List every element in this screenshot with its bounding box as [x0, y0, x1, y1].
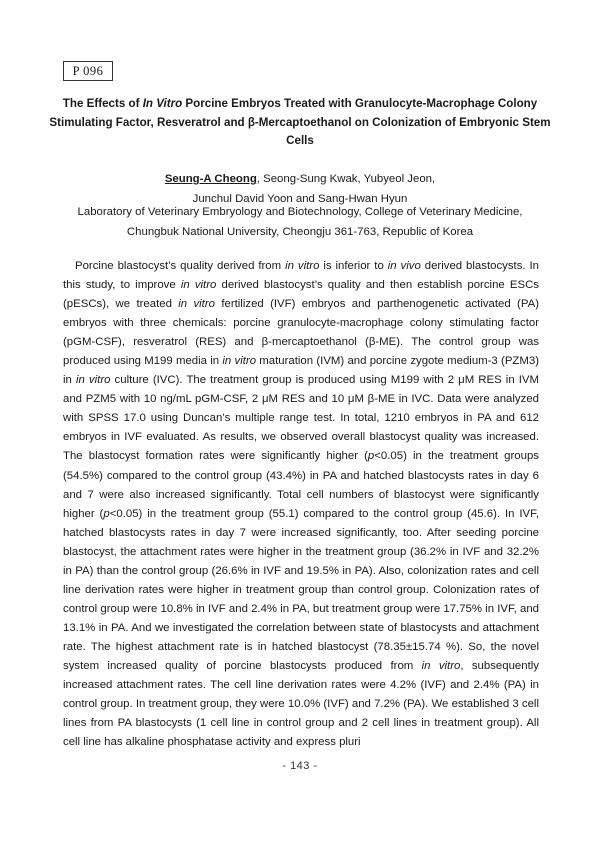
affiliation-line1: Laboratory of Veterinary Embryology and Biotechnology, College of Veterinary Medicine, — [77, 206, 523, 218]
abstract-italic-term: in vitro — [285, 260, 320, 272]
abstract-text: derived blastocysts. In this study, to improve — [63, 260, 539, 292]
title-part2: Porcine Embryos Treated with Granulocyte-Macrophage Colony Stimulating Factor, Resveratrol and β-Mercaptoethanol on Colonization of Embryonic Stem Cells — [49, 97, 551, 147]
abstract-text: is inferior to — [319, 260, 388, 272]
abstract-italic-term: p — [103, 507, 110, 520]
poster-id-box: P 096 — [63, 61, 113, 81]
abstract-italic-term: in vivo — [387, 260, 421, 272]
title-part1: The Effects of — [62, 97, 143, 110]
presenting-author: Seung-A Cheong — [164, 173, 257, 185]
paper-title — [40, 95, 560, 151]
affiliation — [40, 203, 560, 242]
abstract-italic-term: in vitro — [180, 279, 217, 292]
abstract-italic-term: in vitro — [178, 298, 215, 311]
page-number: - 143 - — [282, 760, 318, 772]
abstract-italic-term: in vitro — [421, 659, 461, 672]
abstract-text: maturation (IVM) and porcine zygote medium-3 (PZM3) in — [63, 355, 539, 387]
abstract-body — [63, 257, 539, 761]
authors-line2: Junchul David Yoon and Sang-Hwan Hyun — [192, 192, 408, 205]
title-italic: In Vitro — [142, 97, 183, 110]
abstract-text: culture (IVC). The treatment group is produced using M199 with 2 μM RES in IVM and PZM5 with 10 ng/mL pGM-CSF, 2 μM RES and 10 μM β-ME in IVC. Data were analyzed with SPSS 17.0 using Duncan’s multiple range test. In total, 1210 embryos in PA and 612 embryos in IVF evaluated. As results, we observed overall blastocyst quality was increased. The blastocyst formation rates were significantly higher ( — [63, 374, 539, 463]
abstract-text: Porcine blastocyst’s quality derived from — [75, 260, 286, 272]
abstract-italic-term: in vitro — [222, 355, 257, 368]
abstract-text: derived blastocyst’s quality and then establish porcine ESCs (pESCs), we treated — [63, 279, 539, 311]
abstract-text: <0.05) in the treatment groups (54.5%) compared to the control group (43.4%) in PA and hatched blastocysts rates in day 6 and 7 were also increased significantly. Total cell numbers of blastocyst were significantly higher ( — [63, 450, 539, 520]
abstract-italic-term: in vitro — [75, 374, 111, 387]
affiliation-line2: Chungbuk National University, Cheongju 361-763, Republic of Korea — [126, 225, 474, 238]
authors-line1-rest: , Seong-Sung Kwak, Yubyeol Jeon, — [256, 173, 436, 185]
abstract-italic-term: p — [367, 450, 375, 463]
abstract-text: fertilized (IVF) embryos and parthenogenetic activated (PA) embryos with three chemicals: porcine granulocyte-macrophage colony stimulating factor (pGM-CSF), resveratrol (RES) and β-mercaptoethanol (β-ME). The control group was produced using M199 media in — [63, 298, 539, 368]
abstract-text: <0.05) in the treatment group (55.1) compared to the control group (45.6). In IVF, hatched blastocysts rates in day 7 were increased significantly, too. After seeding porcine blastocyst, the attachment rates were higher in the treatment group (36.2% in IVF and 32.2% in PA) than the control group (26.6% in IVF and 19.5% in PA). Also, colonization rates and cell line derivation rates were higher in treatment group than control group. Colonization rates of control group were 10.8% in IVF and 2.4% in PA, but treatment group were 17.75% in IVF, and 13.1% in PA. And we investigated the correlation between state of blastocysts and attachment rate. The highest attachment rate is in hatched blastocyst (78.35±15.74 %). So, the novel system increased quality of porcine blastocysts produced from — [63, 507, 539, 672]
abstract-text: , subsequently increased attachment rates. The cell line derivation rates were 4.2% (IVF) and 2.4% (PA) in control group. In treatment group, they were 10.0% (IVF) and 7.2% (PA). We established 3 cell lines from PA blastocysts (1 cell line in control group and 2 cell lines in treatment group). All cell line has alkaline phosphatase activity and express pluri — [63, 659, 539, 749]
